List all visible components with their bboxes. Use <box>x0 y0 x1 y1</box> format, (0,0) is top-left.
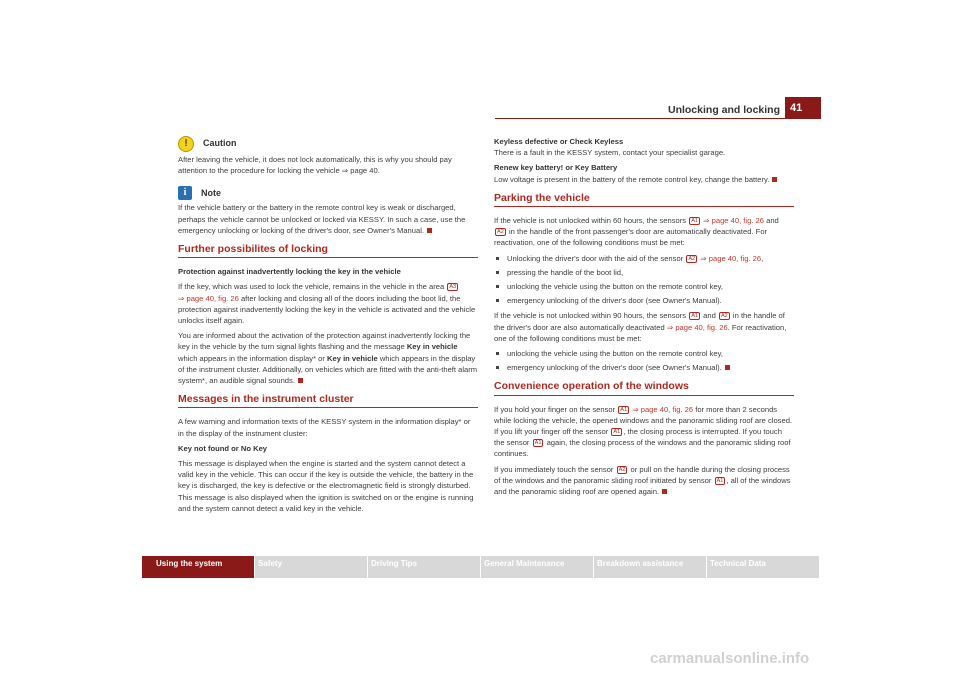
sensor-badge: A1 <box>691 218 699 225</box>
sensor-badge: A1 <box>613 429 621 436</box>
caution-text: After leaving the vehicle, it does not lock automatically, this is why you should pay attention to the procedure for locking the vehicle ⇒ page 40. <box>178 155 452 176</box>
tab-using-the-system[interactable]: Using the system <box>142 556 255 578</box>
paragraph-convenience-1: If you hold your finger on the sensor A1 ⇒ page 40, fig. 26 for more than 2 seconds while locking the vehicle, the opened windows and the panoramic sliding roof are closed. If you lift your finger off the sensor A1 , the closing process is interrupted. If you touch the sensor A1 again, the closing process of the windows and the panoramic sliding roof continues. <box>494 404 793 459</box>
header-rule <box>495 118 785 119</box>
area-badge: A3 <box>449 284 457 291</box>
note-notice <box>178 186 478 200</box>
sensor-badge: A1 <box>534 440 542 447</box>
list-item: unlocking the vehicle using the button on the remote control key, <box>494 281 794 292</box>
paragraph-key-battery: Low voltage is present in the battery of the remote control key, change the battery. <box>494 174 794 185</box>
page-reference-link[interactable]: ⇒ page 40, fig. 26 <box>666 322 728 332</box>
list-item: emergency unlocking of the driver's door (see Owner's Manual). <box>494 362 794 373</box>
page-reference-link[interactable]: ⇒ page 40, fig. 26 <box>632 404 694 414</box>
caution-icon: ! <box>178 136 194 152</box>
caution-title: Caution <box>203 138 237 149</box>
list-item: pressing the handle of the boot lid, <box>494 267 794 278</box>
sensor-badge: A2 <box>618 466 626 473</box>
watermark: carmanualsonline.info <box>650 650 810 667</box>
tab-breakdown-assistance[interactable]: Breakdown assistance <box>594 556 707 578</box>
paragraph-key-protection-1: If the key, which was used to lock the vehicle, remains in the vehicle in the area A3 ⇒ page 40, fig. 26 after locking and closing all of the doors including the boot lid, the protection against inadvertently locking the key in the vehicle is activated and the vehicle unlocks itself again. <box>178 282 476 326</box>
note-title: Note <box>201 187 221 198</box>
end-marker-icon <box>662 489 667 494</box>
paragraph-convenience-2: If you immediately touch the sensor A2 or pull on the handle during the closing process of the windows and the panoramic sliding roof initiated by sensor A1 , all of the windows and the panoramic sliding roof are opened again. <box>494 464 791 497</box>
section-title-messages: Messages in the instrument cluster <box>178 394 478 408</box>
list-item: Unlocking the driver's door with the aid of the sensor A2 ⇒ page 40, fig. 26, <box>494 253 794 264</box>
parking-conditions-list <box>494 253 794 307</box>
page-reference-link[interactable]: ⇒ page 40, fig. 26 <box>703 216 764 226</box>
end-marker-icon <box>725 365 730 370</box>
sensor-badge: A1 <box>620 406 628 413</box>
page-header-title: Unlocking and locking <box>667 104 780 116</box>
left-column <box>178 136 478 518</box>
page-reference-link[interactable]: ⇒ page 40, fig. 26 <box>700 253 762 263</box>
end-marker-icon <box>427 228 432 233</box>
list-item: emergency unlocking of the driver's door (see Owner's Manual). <box>494 295 794 306</box>
tab-safety[interactable]: Safety <box>255 556 368 578</box>
sensor-badge: A2 <box>497 229 504 236</box>
info-icon: i <box>178 186 192 200</box>
end-marker-icon <box>772 177 777 182</box>
section-title-convenience: Convenience operation of the windows <box>494 381 794 395</box>
paragraph-parking-2: If the vehicle is not unlocked within 90 hours, the sensors A1 and A2 in the handle of the driver's door are also automatically deactivated ⇒ page 40, fig. 26. For reactivation, one of the following conditions must be met: <box>494 311 787 343</box>
page-number: 41 <box>785 97 821 119</box>
end-marker-icon <box>298 378 303 383</box>
sensor-badge: A2 <box>720 313 728 320</box>
right-column <box>494 136 794 501</box>
paragraph-key-not-found: This message is displayed when the engine is started and the system cannot detect a valid key in the vehicle. This can occur if the key is outside the vehicle, the battery in the key is discharged, the key is defective or the electromagnetic field is strongly disturbed. This message is also displayed when the ignition is switched on or the engine is running and the system cannot detect a valid key in the vehicle. <box>178 459 474 513</box>
note-text: If the vehicle battery or the battery in the remote control key is weak or discharged, perhaps the vehicle cannot be unlocked or locked via KESSY. In such a case, use the emergency unlocking or locking of the driver's door, see Owner's Manual. <box>178 203 466 235</box>
paragraph-key-protection-2: You are informed about the activation of the protection against inadvertently locking the key in the vehicle by the turn signal lights flashing and the message Key in vehicle which appears in the information display* or Key in vehicle which appears in the display of the instrument cluster. Additionally, on vehicles which are fitted with the anti-theft alarm system*, an audible signal sounds. <box>178 331 478 386</box>
subheading-key-not-found: Key not found or No Key <box>178 443 268 453</box>
caution-notice <box>178 136 478 152</box>
list-item: unlocking the vehicle using the button on the remote control key, <box>494 348 794 359</box>
tab-technical-data[interactable]: Technical Data <box>707 556 820 578</box>
section-title-parking: Parking the vehicle <box>494 193 794 207</box>
subheading-keyless-defective: Keyless defective or Check Keyless <box>494 137 624 146</box>
sensor-badge: A2 <box>688 255 696 262</box>
subheading-key-battery: Renew key battery! or Key Battery <box>494 163 618 173</box>
tab-driving-tips[interactable]: Driving Tips <box>368 556 481 578</box>
parking-conditions-list-2 <box>494 348 794 373</box>
sensor-badge: A1 <box>716 477 724 484</box>
tab-general-maintenance[interactable]: General Maintenance <box>481 556 594 578</box>
paragraph-parking-1: If the vehicle is not unlocked within 60 hours, the sensors A1 ⇒ page 40, fig. 26 and A2 in the handle of the front passenger's door are automatically deactivated. For reactivation, one of the following conditions must be met: <box>494 216 779 248</box>
sensor-badge: A1 <box>691 313 699 320</box>
chapter-tabs <box>142 556 822 578</box>
page-reference-link[interactable]: ⇒ page 40, fig. 26 <box>178 293 239 303</box>
paragraph-messages-intro: A few warning and information texts of the KESSY system in the information display* or in the display of the instrument cluster: <box>178 417 471 438</box>
subheading-key-protection: Protection against inadvertently locking the key in the vehicle <box>178 267 401 277</box>
section-title-further-locking: Further possibilites of locking <box>178 244 478 258</box>
paragraph-keyless-defective: There is a fault in the KESSY system, contact your specialist garage. <box>494 148 726 158</box>
